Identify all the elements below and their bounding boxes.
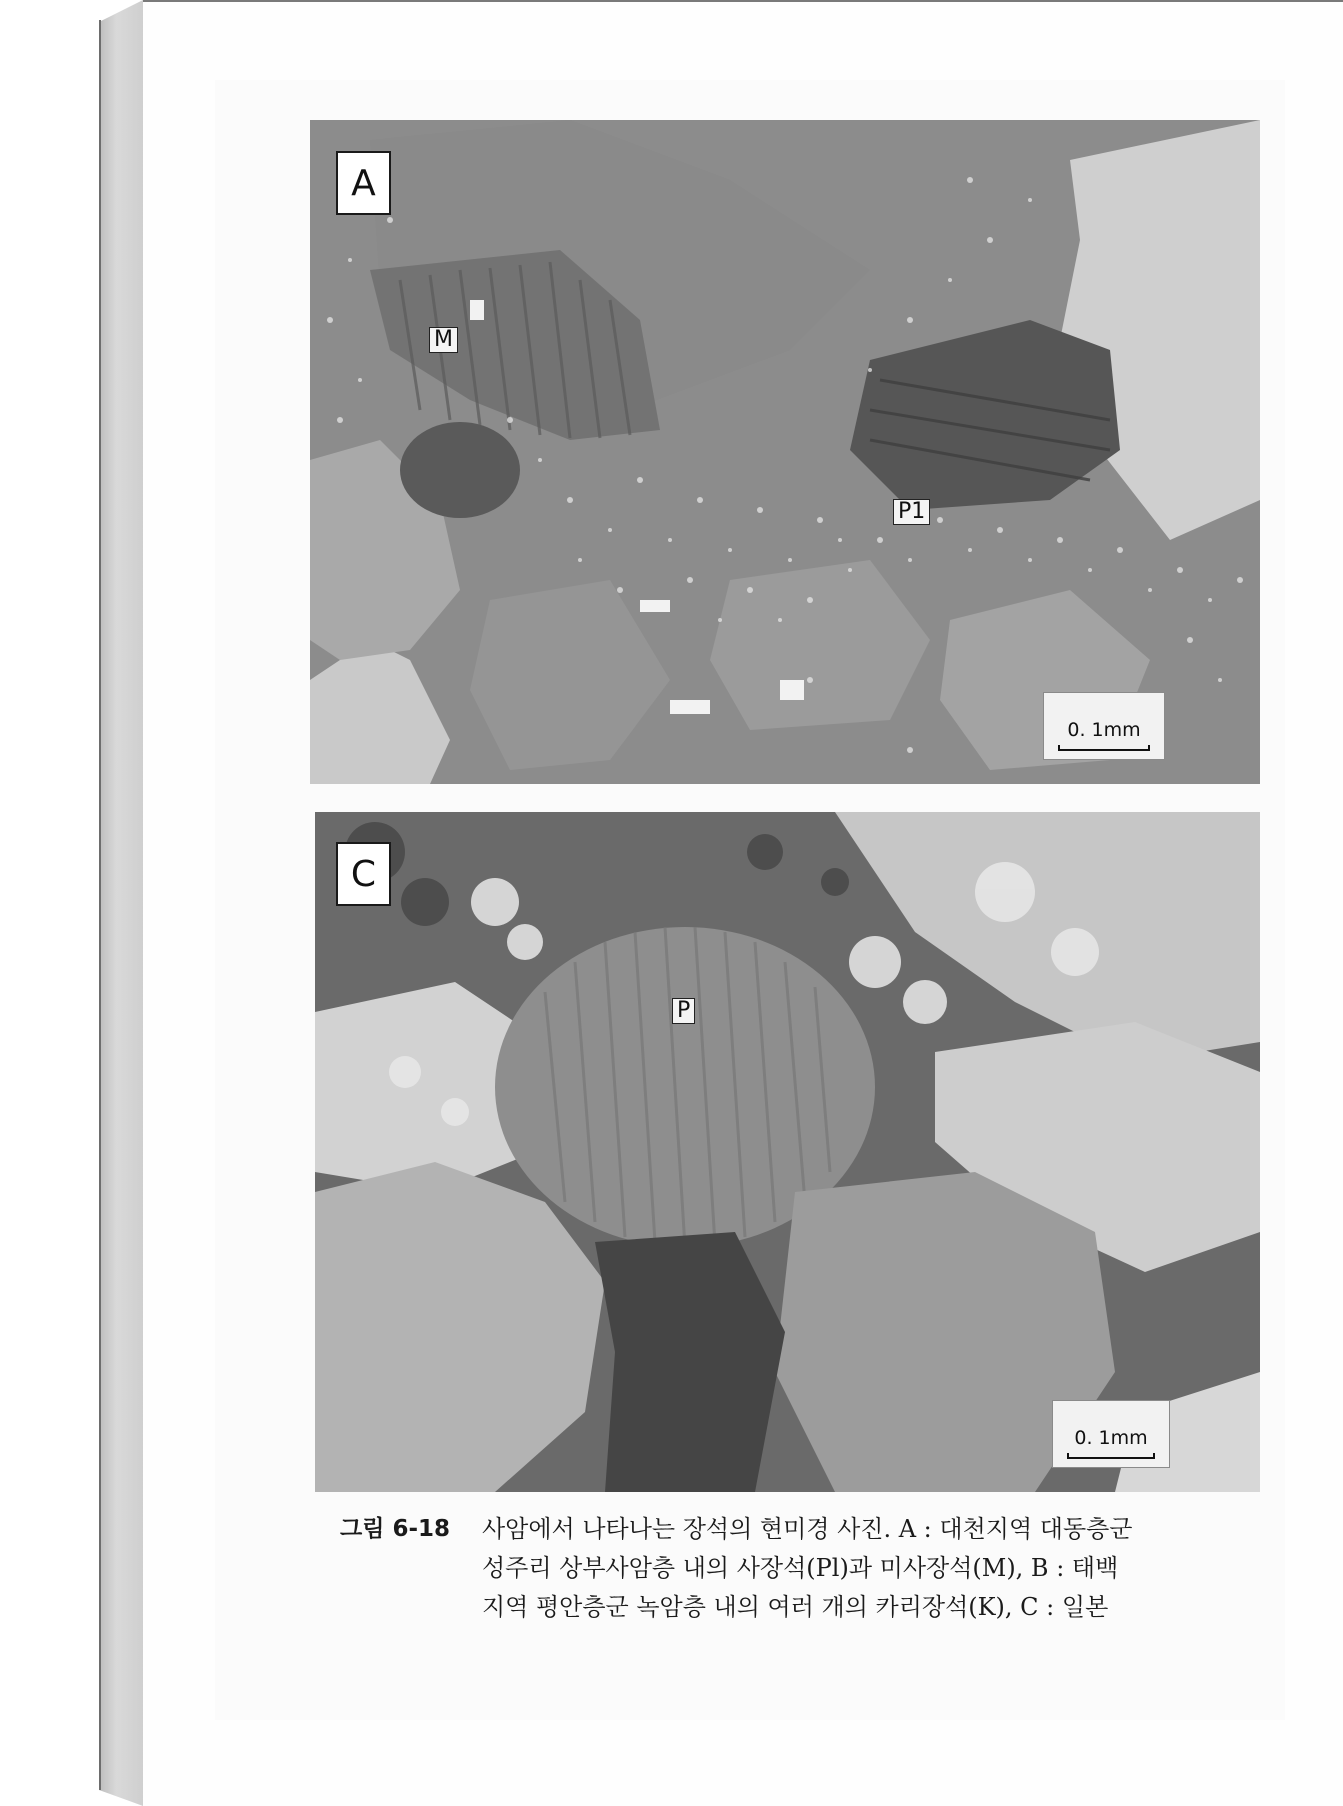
caption-line-1: 사암에서 나타나는 장석의 현미경 사진. A : 대천지역 대동층군 [482,1515,1133,1543]
caption-text [482,1510,1250,1627]
micrograph-c [315,812,1260,1492]
micrograph-c-image [315,812,1260,1492]
panel-letter-a: A [336,151,391,215]
mineral-label-p: P [672,998,695,1024]
scale-bar-c [1052,1400,1170,1468]
mineral-label-m: M [429,327,458,353]
panel-letter-c: C [336,842,391,906]
micrograph-a [310,120,1260,784]
book-spine-edge [99,20,101,1790]
caption-line-2: 성주리 상부사암층 내의 사장석(Pl)과 미사장석(M), B : 태백 [482,1554,1119,1582]
figure-number: 그림 6-18 [340,1516,450,1542]
scale-bar-c-line [1067,1453,1155,1459]
caption-line-3: 지역 평안층군 녹암층 내의 여러 개의 카리장석(K), C : 일본 [482,1593,1109,1621]
scale-bar-c-text: 0. 1mm [1074,1427,1148,1449]
scale-bar-a-text: 0. 1mm [1067,719,1141,741]
mineral-label-p1: P1 [893,499,930,525]
book-spine [99,0,143,1806]
micrograph-a-image [310,120,1260,784]
scale-bar-a-line [1058,745,1150,751]
scale-bar-a [1043,692,1165,760]
